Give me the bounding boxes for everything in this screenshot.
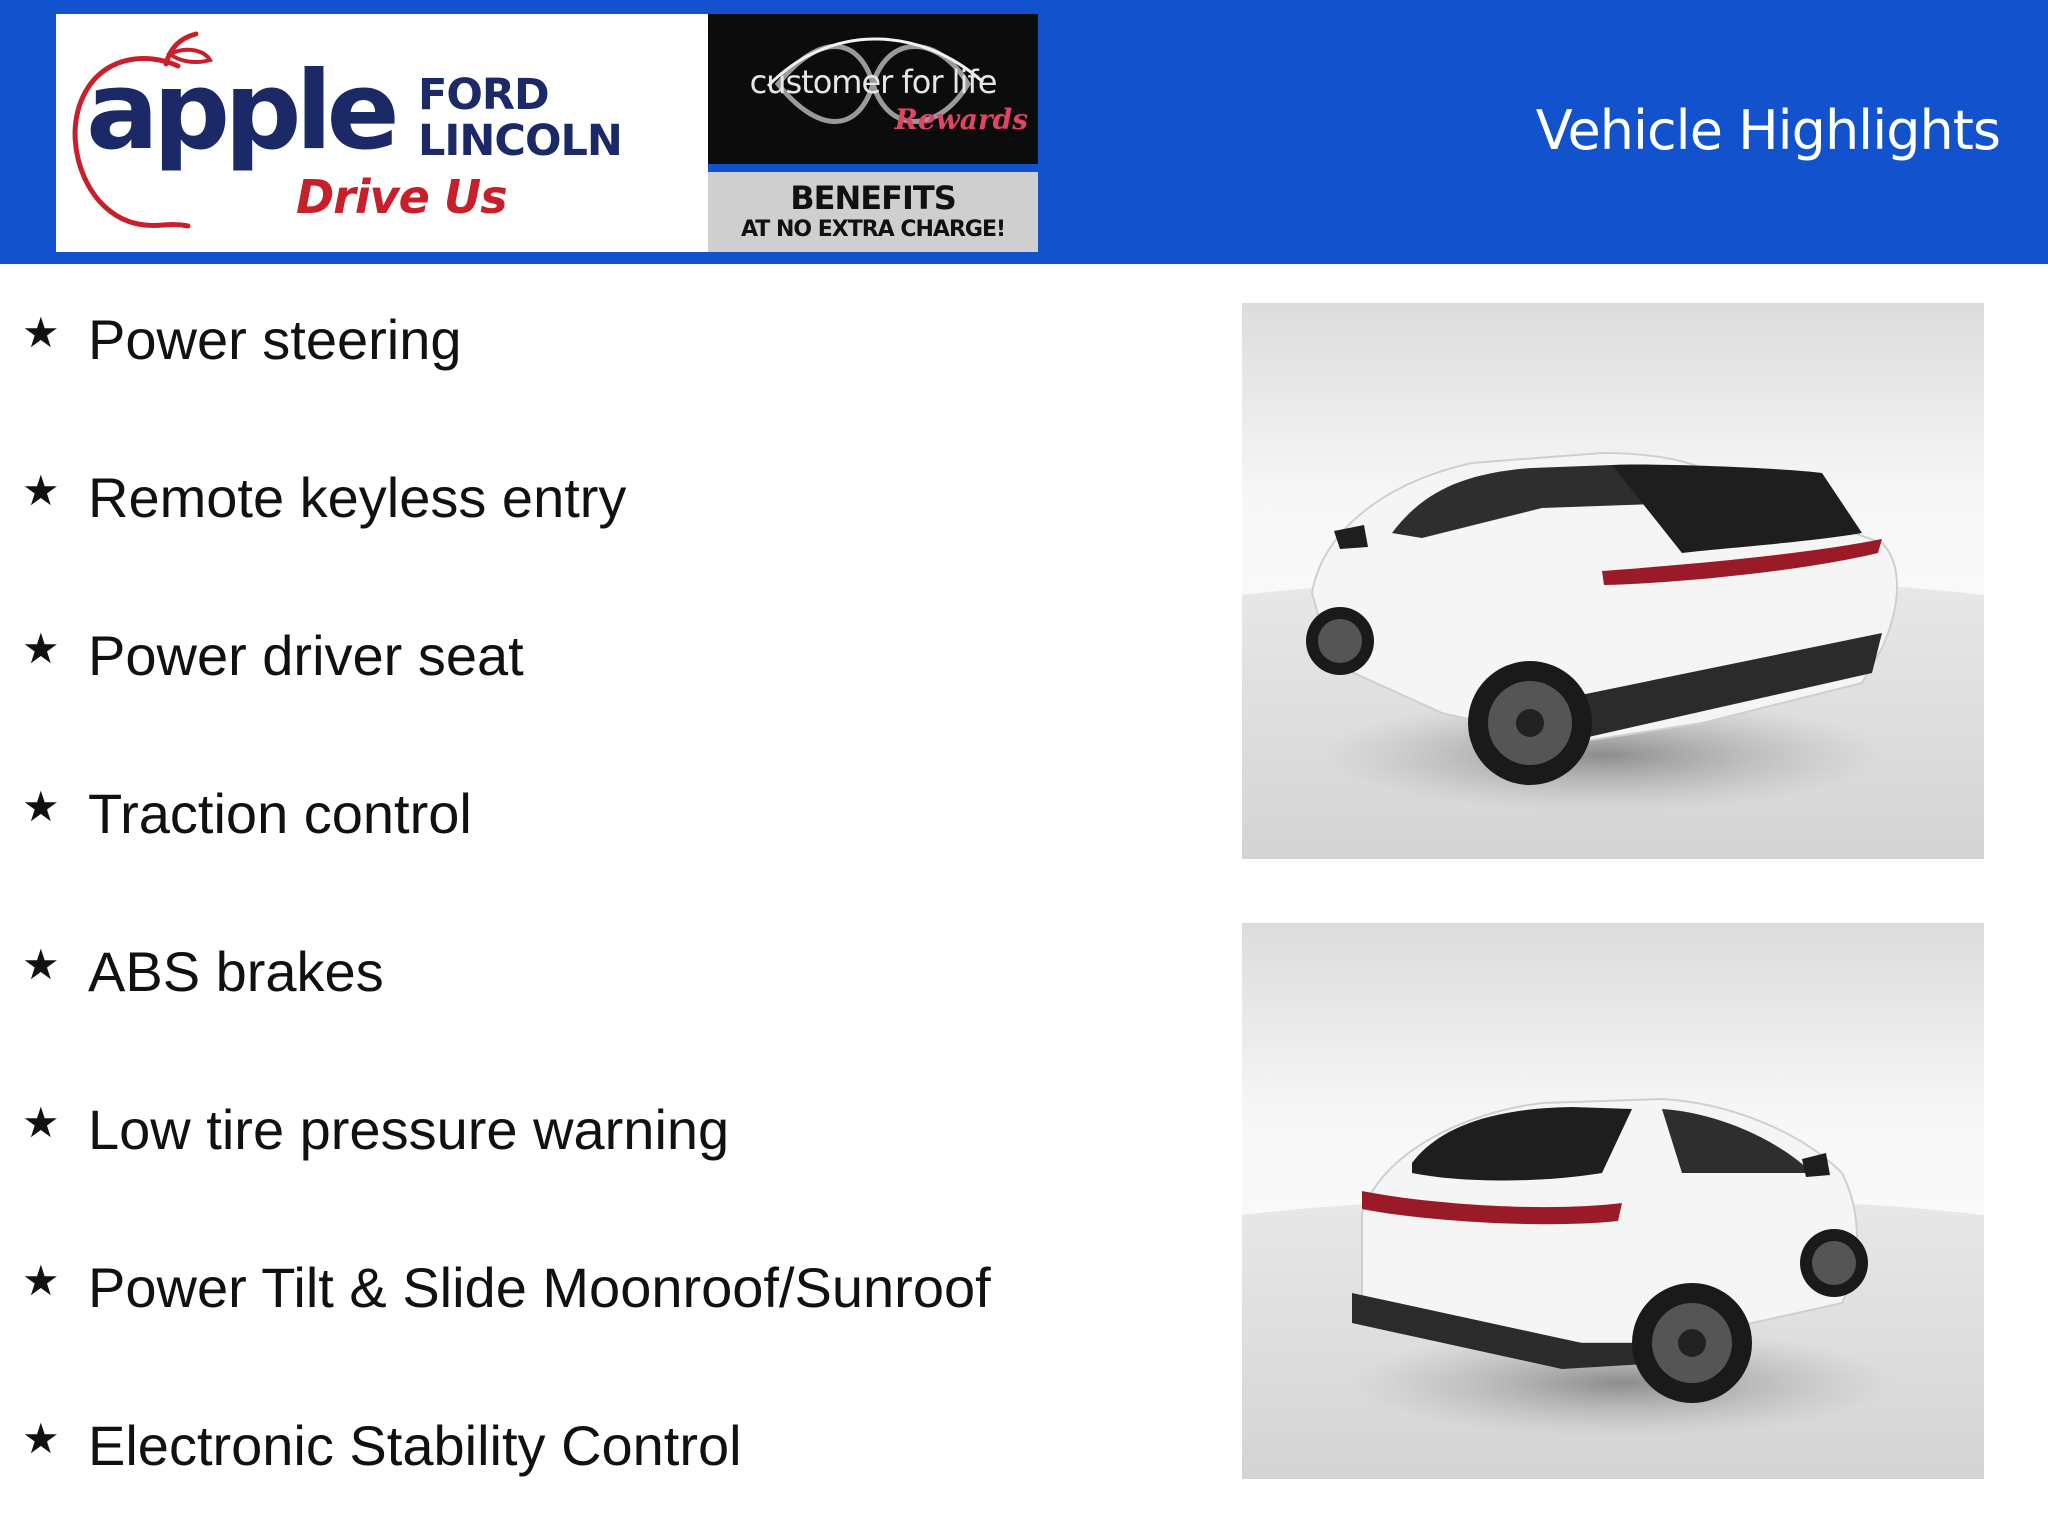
badge-extra: AT NO EXTRA CHARGE! (740, 217, 1006, 242)
feature-label: Traction control (88, 782, 472, 845)
star-icon: ★ (22, 940, 60, 989)
logo-brand-text: apple (86, 49, 394, 174)
star-icon: ★ (22, 624, 60, 673)
logo-make-ford: FORD (418, 70, 549, 120)
star-icon: ★ (22, 308, 60, 357)
vehicle-rear-right-icon (1242, 303, 1984, 859)
logo-make-text (418, 72, 622, 164)
logo-tagline: Drive Us (296, 170, 507, 224)
star-icon: ★ (22, 1098, 60, 1147)
vehicle-rear-left-icon (1242, 923, 1984, 1479)
dealer-logo[interactable] (56, 14, 708, 252)
feature-item (0, 1054, 1200, 1212)
vehicle-photo-1[interactable] (1242, 303, 1984, 859)
feature-label: Electronic Stability Control (88, 1414, 742, 1477)
feature-label: Power Tilt & Slide Moonroof/Sunroof (88, 1256, 991, 1319)
badge-script: Rewards (894, 103, 1028, 136)
badge-benefits: BENEFITS (790, 179, 956, 217)
feature-list (0, 264, 1200, 1528)
feature-item (0, 264, 1200, 422)
feature-item (0, 1370, 1200, 1528)
star-icon: ★ (22, 1256, 60, 1305)
feature-label: Power driver seat (88, 624, 524, 687)
feature-item (0, 896, 1200, 1054)
header-band (0, 0, 2048, 264)
feature-item (0, 1212, 1200, 1370)
page-title: Vehicle Highlights (1535, 99, 2000, 162)
star-icon: ★ (22, 466, 60, 515)
feature-item (0, 422, 1200, 580)
star-icon: ★ (22, 1414, 60, 1463)
customer-for-life-badge[interactable] (708, 14, 1038, 252)
feature-item (0, 738, 1200, 896)
feature-label: Low tire pressure warning (88, 1098, 730, 1161)
badge-title: customer for life (749, 63, 997, 101)
feature-label: Power steering (88, 308, 462, 371)
star-icon: ★ (22, 782, 60, 831)
feature-label: Remote keyless entry (88, 466, 627, 529)
logo-make-lincoln: LINCOLN (418, 116, 622, 166)
vehicle-photo-2[interactable] (1242, 923, 1984, 1479)
feature-label: ABS brakes (88, 940, 384, 1003)
feature-item (0, 580, 1200, 738)
